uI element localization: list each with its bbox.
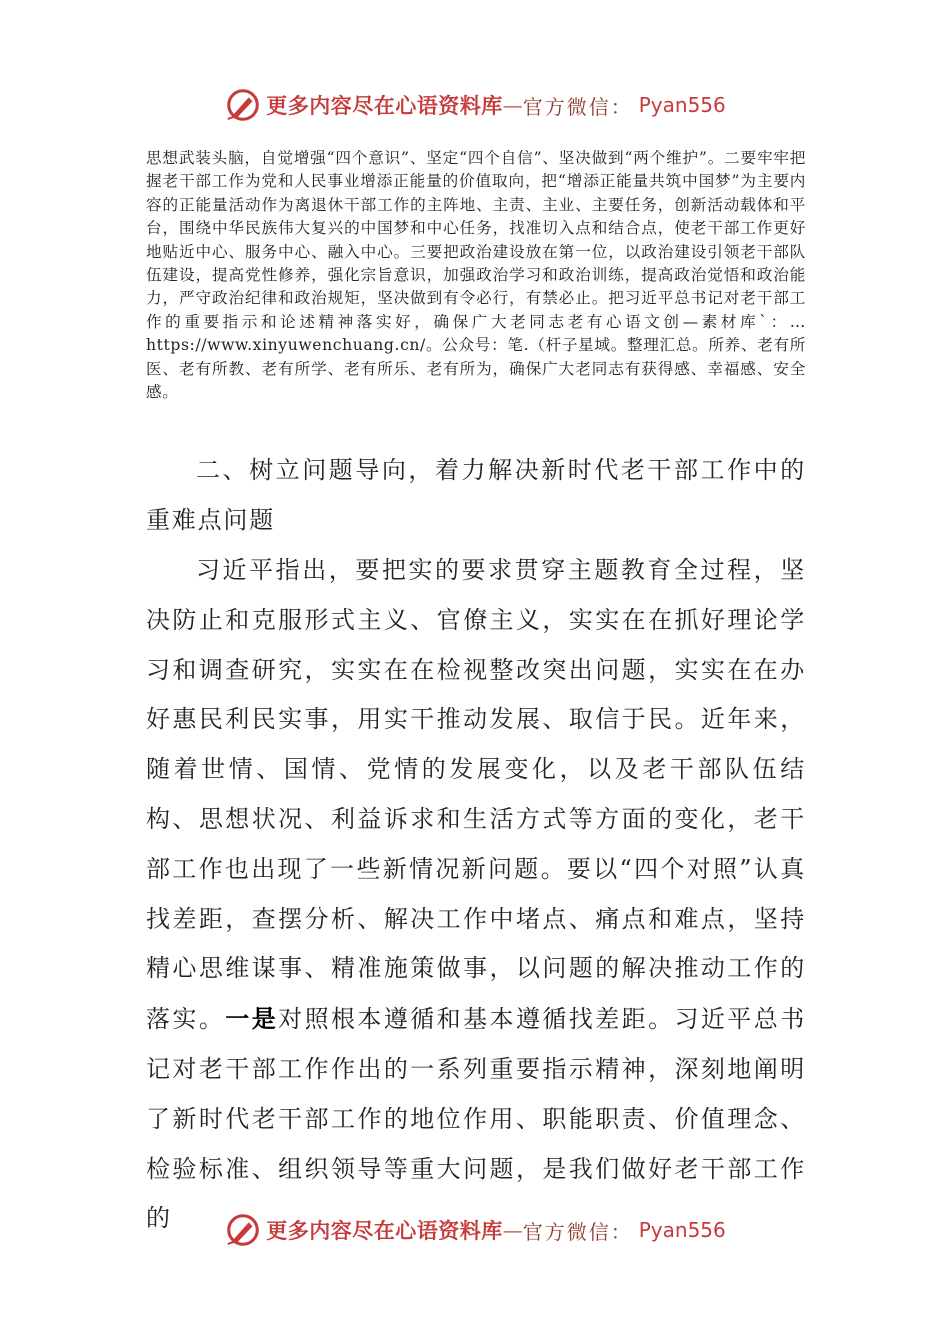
pen-circle-logo-icon [224, 86, 262, 124]
banner-title: 更多内容尽在心语资料库 [266, 1218, 503, 1243]
body-paragraph [146, 546, 806, 1244]
banner-title: 更多内容尽在心语资料库 [266, 93, 503, 118]
intro-paragraph-text: 思想武装头脑，自觉增强“四个意识”、坚定“四个自信”、坚决做到“两个维护”。二要牢牢把握老干部工作为党和人民事业增添正能量的价值取向，把“增添正能量共筑中国梦”为主要内容的正能量活动作为离退休干部工作的主阵地、主责、主业、主要任务，创新活动载体和平台，围绕中华民族伟大复兴的中国梦和中心任务，找准切入点和结合点，使老干部工作更好地贴近中心、服务中心、融入中心。三要把政治建设放在第一位，以政治建设引领老干部队伍建设，提高党性修养，强化宗旨意识，加强政治学习和政治训练，提高政治觉悟和政治能力，严守政治纪律和政治规矩，坚决做到有令必行，有禁必止。把习近平总书记对老干部工作的重要指示和论述精神落实好，确保广大老同志老有心语文创—素材库`：…https://www.xinyuwenchuang.cn/。公众号：笔.（杆子星域。整理汇总。所养、老有所医、老有所教、老有所学、老有所乐、老有所为，确保广大老同志有获得感、幸福感、安全感。 [146, 149, 806, 402]
intro-paragraph [146, 147, 806, 404]
banner-wechat-label: 官方微信： [522, 94, 633, 119]
body-text-part-2: 对照根本遵循和基本遵循找差距。习近平总书记对老干部工作作出的一系列重要指示精神，深刻地阐明了新时代老干部工作的地位作用、职能职责、价值理念、检验标准、组织领导等重大问题，是我们做好老干部工作的 [146, 1005, 807, 1233]
section-heading [146, 446, 806, 546]
banner-wechat-id: Pyan556 [638, 1218, 726, 1242]
banner-wechat-id: Pyan556 [638, 93, 726, 117]
section-heading-text: 二、树立问题导向，着力解决新时代老干部工作中的重难点问题 [146, 456, 806, 534]
pen-circle-logo-icon [224, 1211, 262, 1249]
header-banner [0, 83, 950, 127]
banner-separator: — [502, 1218, 523, 1242]
banner-wechat-label: 官方微信： [522, 1219, 633, 1244]
banner-separator: — [502, 93, 523, 117]
footer-banner [0, 1208, 950, 1252]
body-text-part-1: 习近平指出，要把实的要求贯穿主题教育全过程，坚决防止和克服形式主义、官僚主义，实实在在抓好理论学习和调查研究，实实在在检视整改突出问题，实实在在办好惠民利民实事，用实干推动发展、取信于民。近年来，随着世情、国情、党情的发展变化，以及老干部队伍结构、思想状况、利益诉求和生活方式等方面的变化，老干部工作也出现了一些新情况新问题。要以“四个对照”认真找差距，查摆分析、解决工作中堵点、痛点和难点，坚持精心思维谋事、精准施策做事，以问题的解决推动工作的落实。 [146, 556, 806, 1034]
bold-lead-text: 一是 [225, 1004, 279, 1034]
body-paragraph-text [146, 546, 806, 1244]
